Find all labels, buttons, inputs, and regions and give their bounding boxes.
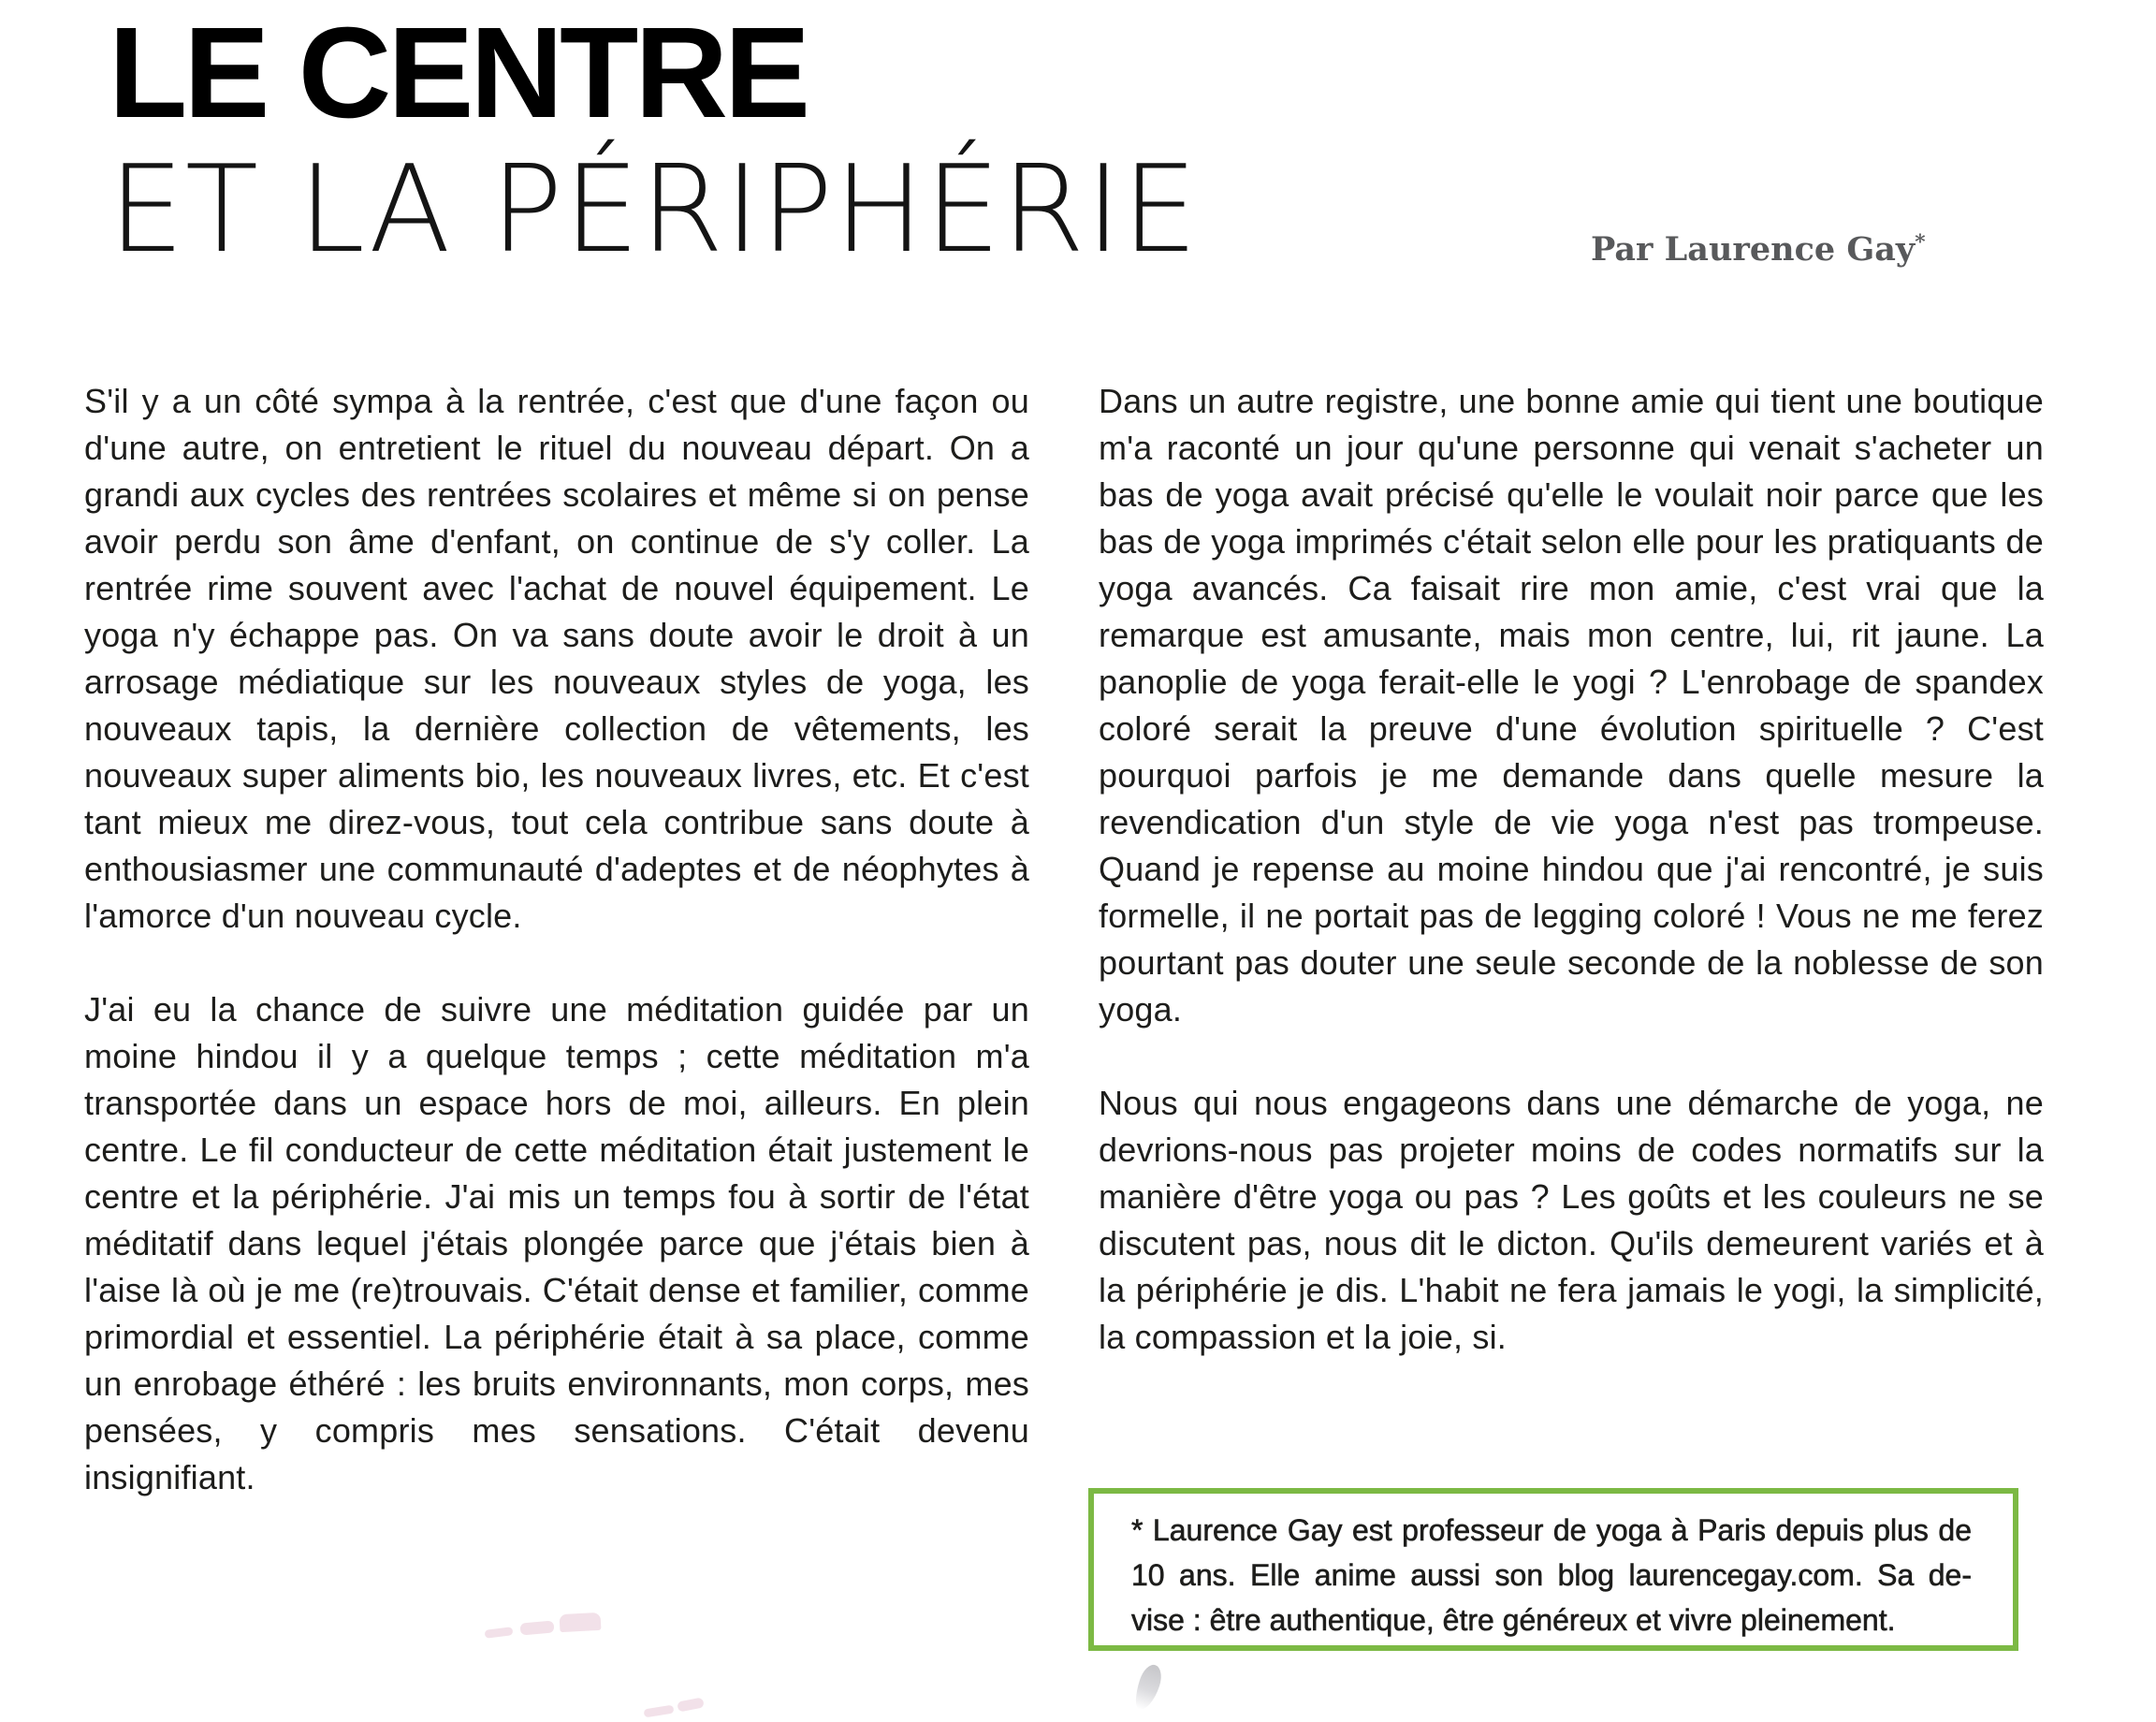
paragraph-right-1: Dans un autre registre, une bonne amie qui tient une boutique m'a raconté un jour qu'une personne qui venait s'acheter un bas de yoga avait précisé qu'elle le voulait noir parce que les bas de yoga imprimés c'était selon elle pour les pratiquants de yoga avancés. Ca faisait rire mon amie, c'est vrai que la remarque est amusante, mais mon centre, lui, rit jaune. La panoplie de yoga ferait-elle le yogi ? L'enrobage de spandex coloré serait la preuve d'une évolution spirituelle ? C'est pourquoi parfois je me demande dans quelle mesure la revendication d'un style de vie yoga n'est pas trompeuse. Quand je repense au moine hindou que j'ai rencontré, je suis formelle, il ne portait pas de legging coloré ! Vous ne me ferez pourtant pas douter une seule seconde de la noblesse de son yoga.: [1099, 382, 2044, 1029]
right-column: [1099, 378, 2044, 1501]
print-bleed-artifact: [485, 1627, 514, 1639]
footnote-box: [1088, 1488, 2018, 1651]
print-bleed-artifact: [677, 1697, 705, 1712]
paragraph-left-1: S'il y a un côté sympa à la rentrée, c'est que d'une façon ou d'une autre, on entretient le rituel du nouveau départ. On a grandi aux cycles des rentrées scolaires et même si on pense avoir perdu son âme d'enfant, on continue de s'y coller. La rentrée rime souvent avec l'achat de nouvel équipement. Le yoga n'y échappe pas. On va sans doute avoir le droit à un arrosage médiatique sur les nouveaux styles de yoga, les nouveaux tapis, la dernière collection de vêtements, les nouveaux super aliments bio, les nouveaux livres, etc. Et c'est tant mieux me direz-vous, tout cela contribue sans doute à enthousiasmer une communauté d'adeptes et de néophytes à l'amorce d'un nouveau cycle.: [84, 382, 1029, 935]
print-bleed-artifact: [520, 1620, 555, 1635]
byline-asterisk: *: [1915, 230, 1926, 255]
footnote-text: * Laurence Gay est professeur de yoga à Paris depuis plus de 10 ans. Elle anime aussi son blog laurencegay.com. Sa devise : être authentique, être généreux et vivre pleinement.: [1131, 1513, 1972, 1637]
print-bleed-artifact: [643, 1705, 674, 1718]
article-title-line1: LE CENTRE: [109, 1, 808, 145]
paragraph-right-2: Nous qui nous engageons dans une démarche de yoga, ne devrions-nous pas projeter moins de codes normatifs sur la manière d'être yoga ou pas ? Les goûts et les couleurs ne se discutent pas, nous dit le dicton. Qu'ils demeurent variés et à la périphérie je dis. L'habit ne fera jamais le yogi, la simplicité, la compassion et la joie, si.: [1099, 1084, 2044, 1356]
left-column: [84, 378, 1029, 1501]
article-body: [84, 378, 2044, 1501]
byline-text: Par Laurence Gay: [1591, 230, 1916, 269]
print-bleed-artifact: [560, 1613, 602, 1632]
paragraph-left-2: J'ai eu la chance de suivre une méditation guidée par un moine hindou il y a quelque temps ; cette méditation m'a transportée dans un espace hors de moi, ailleurs. En plein centre. Le fil conducteur de cette méditation était justement le centre et la périphérie. J'ai mis un temps fou à sortir de l'état méditatif dans lequel j'étais plongée parce que j'étais bien à l'aise là où je me (re)trouvais. C'était dense et familier, comme primordial et essentiel. La périphérie était à sa place, comme un enrobage éthéré : les bruits environnants, mon corps, mes pensées, y compris mes sensations. C'était devenu insignifiant.: [84, 990, 1029, 1496]
smudge-artifact: [1131, 1662, 1165, 1713]
article-title-line2: ET LA PÉRIPHÉRIE: [109, 140, 1199, 280]
byline: [1591, 230, 1926, 269]
